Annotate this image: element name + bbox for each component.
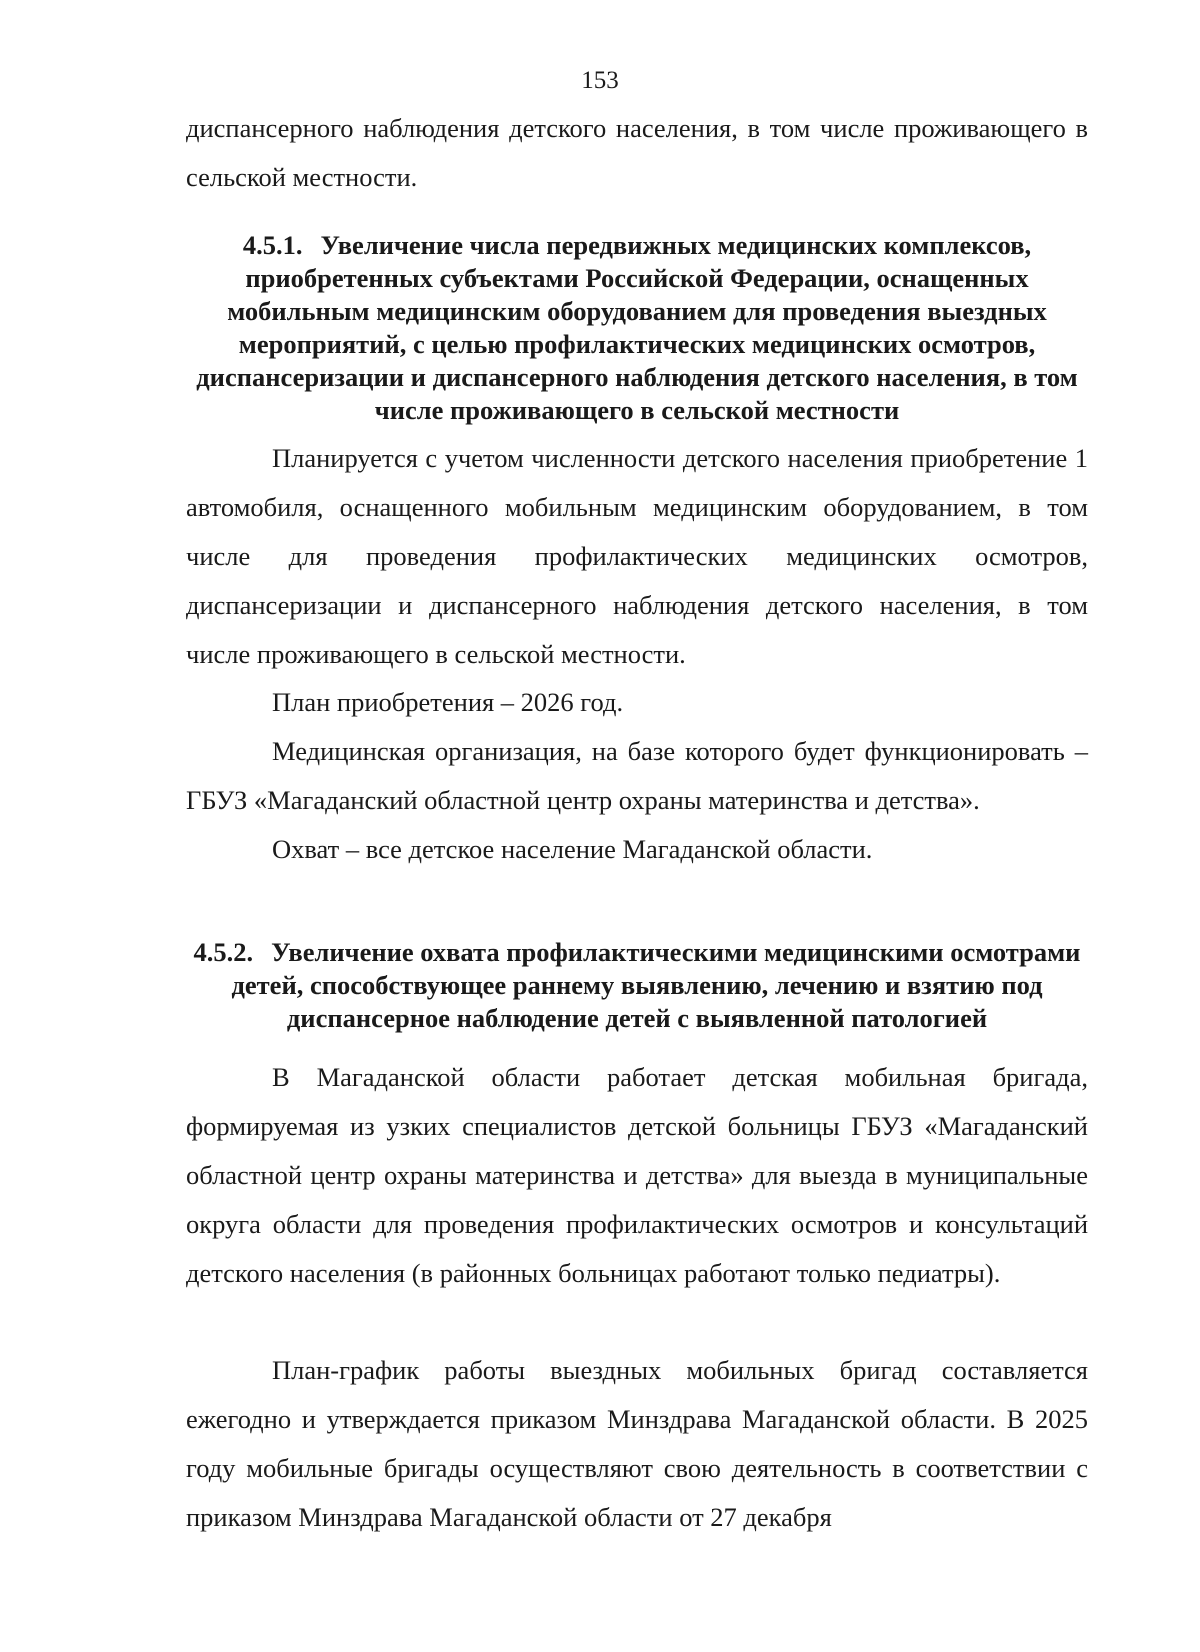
paragraph: План-график работы выездных мобильных бригад составляется ежегодно и утверждается приказом Минздрава Магаданской области. В 2025 году мобильные бригады осуществляют свою деятельность в соответствии с приказом Минздрава Магаданской области от 27 декабря xyxy=(186,1355,1088,1532)
section-heading-4-5-1 xyxy=(186,229,1088,427)
section-number: 4.5.1. xyxy=(242,230,303,260)
section-heading-4-5-2 xyxy=(186,936,1088,1035)
paragraph: План приобретения – 2026 год. xyxy=(272,687,624,717)
paragraph: Планируется с учетом численности детского населения приобретение 1 автомобиля, оснащенного мобильным медицинским оборудованием, в том числе для проведения профилактических медицинских осмотров, диспансеризации и диспансерного наблюдения детского населения, в том числе проживающего в сельской местности. xyxy=(186,443,1088,669)
section-title: Увеличение числа передвижных медицинских комплексов, приобретенных субъектами Российской Федерации, оснащенных мобильным медицинским оборудованием для проведения выездных мероприятий, с целью профилактических медицинских осмотров, диспансеризации и диспансерного наблюдения детского населения, в том числе проживающего в сельской местности xyxy=(196,230,1078,425)
page-number: 153 xyxy=(581,67,619,94)
paragraph: Охват – все детское население Магаданской области. xyxy=(272,834,873,864)
paragraph-continuation: диспансерного наблюдения детского населения, в том числе проживающего в сельской местности. xyxy=(186,113,1088,192)
section-number: 4.5.2. xyxy=(193,937,254,967)
paragraph: В Магаданской области работает детская мобильная бригада, формируемая из узких специалистов детской больницы ГБУЗ «Магаданский областной центр охраны материнства и детства» для выезда в муниципальные округа области для проведения профилактических осмотров и консультаций детского населения (в районных больницах работают только педиатры). xyxy=(186,1062,1088,1288)
section-title: Увеличение охвата профилактическими медицинскими осмотрами детей, способствующее раннему выявлению, лечению и взятию под диспансерное наблюдение детей с выявленной патологией xyxy=(231,937,1081,1033)
paragraph: Медицинская организация, на базе которого будет функционировать – ГБУЗ «Магаданский областной центр охраны материнства и детства». xyxy=(186,736,1088,815)
